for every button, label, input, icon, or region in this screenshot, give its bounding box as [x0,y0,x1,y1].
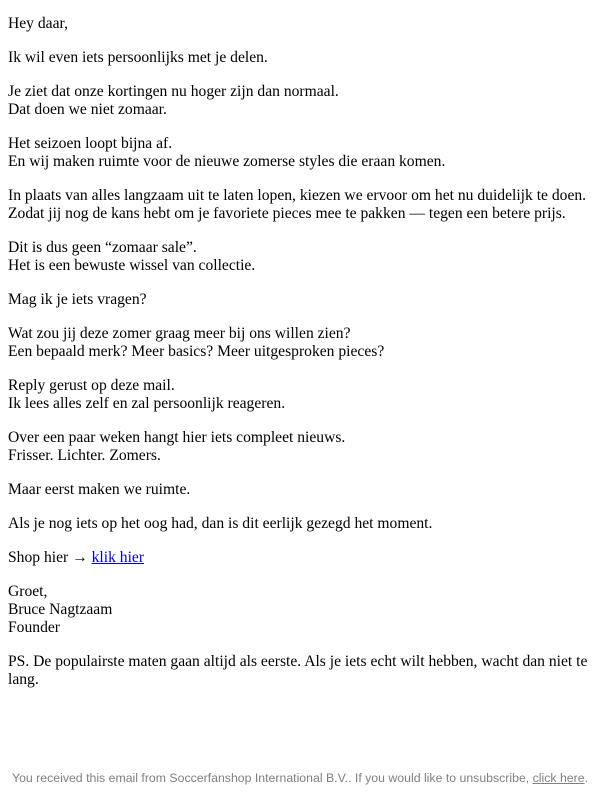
paragraph-line: Zodat jij nog de kans hebt om je favoriete pieces mee te pakken — tegen een betere prijs. [8,205,566,222]
paragraph-moment: Als je nog iets op het oog had, dan is dit eerlijk gezegd het moment. [8,515,433,532]
signer-role: Founder [8,619,60,636]
shop-line [8,549,598,567]
paragraph-line: Het is een bewuste wissel van collectie. [8,257,256,274]
paragraph-reply [8,377,598,413]
shop-link[interactable]: klik hier [91,549,145,566]
email-body [8,15,598,705]
unsubscribe-link[interactable]: click here [532,771,585,785]
paragraph-line: In plaats van alles langzaam uit te laten lopen, kiezen we ervoor om het nu duidelijk te doen. [8,187,587,204]
footer-end: . [584,771,589,785]
footer-text: You received this email from Soccerfanshop International B.V.. If you would like to unsubscribe, [12,771,533,785]
paragraph-make-room: Maar eerst maken we ruimte. [8,481,191,498]
paragraph-line: Frisser. Lichter. Zomers. [8,447,161,464]
paragraph-line: Ik lees alles zelf en zal persoonlijk reageren. [8,395,286,412]
paragraph-line: Je ziet dat onze kortingen nu hoger zijn dan normaal. [8,83,339,100]
paragraph-intro: Ik wil even iets persoonlijks met je delen. [8,49,268,66]
paragraph-new-collection [8,429,598,465]
postscript: PS. De populairste maten gaan altijd als eerste. Als je iets echt wilt hebben, wacht dan niet te lang. [8,653,588,688]
paragraph-season [8,135,598,171]
signer-name: Bruce Nagtzaam [8,601,113,618]
paragraph-clearance [8,187,598,223]
greeting: Hey daar, [8,15,68,32]
shop-prefix: Shop hier → [8,549,92,566]
paragraph-line: Reply gerust op deze mail. [8,377,175,394]
signoff: Groet, [8,583,48,600]
email-footer [0,770,602,786]
paragraph-line: Het seizoen loopt bijna af. [8,135,173,152]
paragraph-discounts [8,83,598,119]
paragraph-line: Over een paar weken hangt hier iets compleet nieuws. [8,429,346,446]
paragraph-question: Mag ik je iets vragen? [8,291,147,308]
paragraph-line: Dit is dus geen “zomaar sale”. [8,239,197,256]
paragraph-line: En wij maken ruimte voor de nieuwe zomerse styles die eraan komen. [8,153,446,170]
signature [8,583,598,637]
paragraph-not-sale [8,239,598,275]
paragraph-line: Een bepaald merk? Meer basics? Meer uitgesproken pieces? [8,343,385,360]
paragraph-line: Wat zou jij deze zomer graag meer bij ons willen zien? [8,325,351,342]
paragraph-line: Dat doen we niet zomaar. [8,101,167,118]
paragraph-wishes [8,325,598,361]
